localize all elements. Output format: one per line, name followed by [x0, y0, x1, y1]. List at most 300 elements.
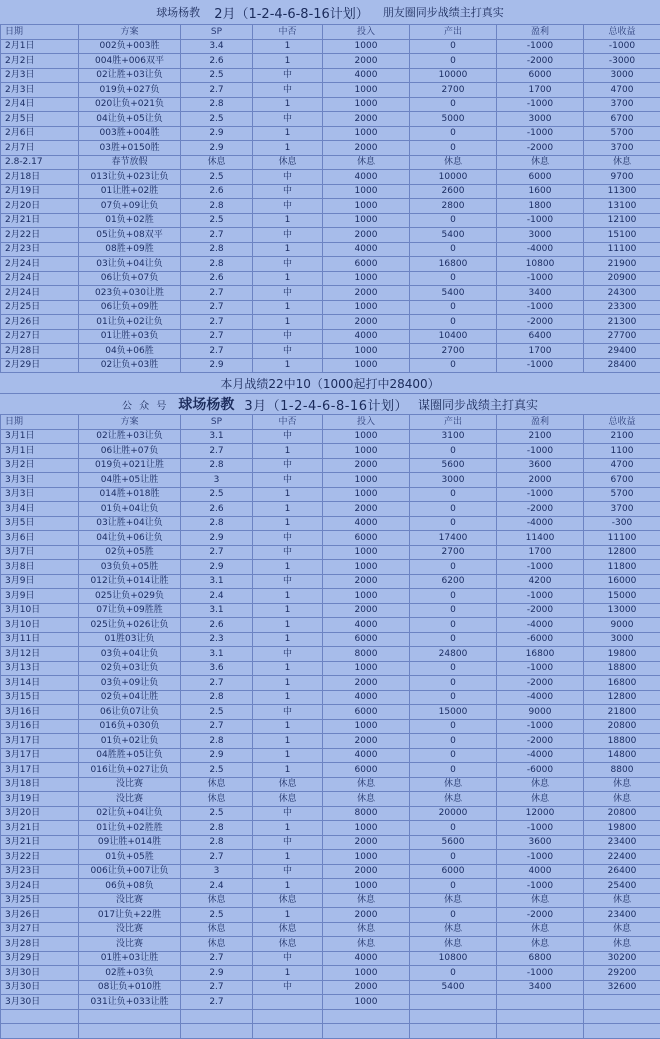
table-cell[interactable]: 1: [253, 879, 323, 894]
table-cell[interactable]: [584, 1024, 660, 1039]
table-cell[interactable]: 12800: [584, 690, 660, 705]
table-cell[interactable]: 2.7: [181, 995, 253, 1010]
table-cell[interactable]: 休息: [181, 937, 253, 952]
table-cell[interactable]: 08胜+09胜: [79, 242, 181, 257]
table-cell[interactable]: 1000: [323, 97, 410, 112]
table-cell[interactable]: 2.5: [181, 487, 253, 502]
table-cell[interactable]: 2000: [323, 502, 410, 517]
table-cell[interactable]: 3月1日: [1, 429, 79, 444]
table-cell[interactable]: 1: [253, 719, 323, 734]
table-cell[interactable]: 1000: [323, 213, 410, 228]
table-cell[interactable]: 9700: [584, 170, 660, 185]
table-cell[interactable]: 休息: [410, 922, 497, 937]
table-cell[interactable]: 2.8: [181, 458, 253, 473]
table-cell[interactable]: 2000: [323, 676, 410, 691]
table-cell[interactable]: -2000: [497, 502, 584, 517]
table-cell[interactable]: 23400: [584, 835, 660, 850]
table-cell[interactable]: 014胜+018胜: [79, 487, 181, 502]
table-cell[interactable]: 2.5: [181, 213, 253, 228]
table-cell[interactable]: 1000: [323, 487, 410, 502]
table-cell[interactable]: 1000: [323, 83, 410, 98]
table-cell[interactable]: 休息: [323, 922, 410, 937]
table-cell[interactable]: 4200: [497, 574, 584, 589]
table-cell[interactable]: 16800: [497, 647, 584, 662]
table-cell[interactable]: 0: [410, 126, 497, 141]
table-cell[interactable]: 1: [253, 126, 323, 141]
table-cell[interactable]: 2.5: [181, 806, 253, 821]
table-cell[interactable]: 中: [253, 257, 323, 272]
table-cell[interactable]: 01负+02胜: [79, 213, 181, 228]
table-cell[interactable]: 3700: [584, 141, 660, 156]
table-cell[interactable]: 2000: [323, 835, 410, 850]
table-cell[interactable]: [1, 1009, 79, 1024]
table-cell[interactable]: -2000: [497, 734, 584, 749]
table-cell[interactable]: 休息: [323, 777, 410, 792]
table-cell[interactable]: 01让负+02胜胜: [79, 821, 181, 836]
table-cell[interactable]: 4700: [584, 83, 660, 98]
table-cell[interactable]: 中: [253, 531, 323, 546]
table-cell[interactable]: 13100: [584, 199, 660, 214]
table-cell[interactable]: 2.8: [181, 257, 253, 272]
table-cell[interactable]: 1700: [497, 545, 584, 560]
table-cell[interactable]: 5600: [410, 458, 497, 473]
table-cell[interactable]: 3700: [584, 502, 660, 517]
table-cell[interactable]: 1000: [323, 39, 410, 54]
table-cell[interactable]: 2.7: [181, 444, 253, 459]
table-cell[interactable]: 2月19日: [1, 184, 79, 199]
table-cell[interactable]: 3400: [497, 980, 584, 995]
table-cell[interactable]: -1000: [497, 358, 584, 373]
table-cell[interactable]: -1000: [497, 300, 584, 315]
table-cell[interactable]: 2.7: [181, 980, 253, 995]
table-cell[interactable]: 32600: [584, 980, 660, 995]
table-cell[interactable]: 11300: [584, 184, 660, 199]
table-cell[interactable]: 2000: [323, 734, 410, 749]
table-cell[interactable]: -1000: [497, 271, 584, 286]
table-cell[interactable]: 3.1: [181, 574, 253, 589]
table-cell[interactable]: 1: [253, 487, 323, 502]
table-cell[interactable]: 2.8: [181, 242, 253, 257]
table-cell[interactable]: 019负+027负: [79, 83, 181, 98]
table-cell[interactable]: 03负+09让负: [79, 676, 181, 691]
table-cell[interactable]: 2.5: [181, 112, 253, 127]
table-cell[interactable]: 1: [253, 734, 323, 749]
table-cell[interactable]: -1000: [497, 487, 584, 502]
table-cell[interactable]: 29400: [584, 344, 660, 359]
table-cell[interactable]: 3月19日: [1, 792, 79, 807]
table-cell[interactable]: 1000: [323, 126, 410, 141]
table-cell[interactable]: -2000: [497, 676, 584, 691]
table-cell[interactable]: 5700: [584, 487, 660, 502]
table-cell[interactable]: 中: [253, 228, 323, 243]
table-cell[interactable]: 26400: [584, 864, 660, 879]
table-cell[interactable]: 中: [253, 951, 323, 966]
table-cell[interactable]: 2.6: [181, 502, 253, 517]
table-cell[interactable]: 2000: [323, 228, 410, 243]
table-cell[interactable]: 6200: [410, 574, 497, 589]
table-cell[interactable]: -2000: [497, 54, 584, 69]
table-cell[interactable]: 3月25日: [1, 893, 79, 908]
table-cell[interactable]: 1100: [584, 444, 660, 459]
table-cell[interactable]: 休息: [497, 937, 584, 952]
table-cell[interactable]: 3月5日: [1, 516, 79, 531]
table-cell[interactable]: -1000: [497, 850, 584, 865]
table-cell[interactable]: 2月24日: [1, 286, 79, 301]
table-cell[interactable]: 2100: [497, 429, 584, 444]
table-cell[interactable]: 4000: [323, 329, 410, 344]
table-cell[interactable]: 20900: [584, 271, 660, 286]
table-cell[interactable]: 1: [253, 603, 323, 618]
table-cell[interactable]: 3月27日: [1, 922, 79, 937]
table-cell[interactable]: -1000: [497, 879, 584, 894]
table-cell[interactable]: 0: [410, 850, 497, 865]
table-cell[interactable]: 3月30日: [1, 966, 79, 981]
table-cell[interactable]: -1000: [497, 560, 584, 575]
table-cell[interactable]: 01让胜+02胜: [79, 184, 181, 199]
table-cell[interactable]: 3000: [497, 112, 584, 127]
table-cell[interactable]: 9000: [584, 618, 660, 633]
table-cell[interactable]: 1800: [497, 199, 584, 214]
table-cell[interactable]: 1000: [323, 184, 410, 199]
table-cell[interactable]: 3月29日: [1, 951, 79, 966]
table-cell[interactable]: 2.9: [181, 358, 253, 373]
table-cell[interactable]: 2000: [323, 603, 410, 618]
table-cell[interactable]: 2月24日: [1, 257, 79, 272]
table-cell[interactable]: -1000: [497, 821, 584, 836]
table-cell[interactable]: 1000: [323, 199, 410, 214]
table-cell[interactable]: 2.6: [181, 184, 253, 199]
table-cell[interactable]: 14800: [584, 748, 660, 763]
table-cell[interactable]: 01胜03让负: [79, 632, 181, 647]
table-cell[interactable]: 0: [410, 879, 497, 894]
table-cell[interactable]: 2.3: [181, 632, 253, 647]
table-cell[interactable]: 3月14日: [1, 676, 79, 691]
table-cell[interactable]: 1000: [323, 589, 410, 604]
table-cell[interactable]: 2.5: [181, 705, 253, 720]
table-cell[interactable]: 02负+05胜: [79, 545, 181, 560]
table-cell[interactable]: 03胜+0150胜: [79, 141, 181, 156]
table-cell[interactable]: 16800: [410, 257, 497, 272]
table-cell[interactable]: 3月11日: [1, 632, 79, 647]
table-cell[interactable]: -4000: [497, 242, 584, 257]
table-cell[interactable]: 0: [410, 690, 497, 705]
table-cell[interactable]: 休息: [410, 792, 497, 807]
table-cell[interactable]: -3000: [584, 54, 660, 69]
table-cell[interactable]: 2.7: [181, 676, 253, 691]
table-cell[interactable]: 3月21日: [1, 821, 79, 836]
table-cell[interactable]: 2.9: [181, 141, 253, 156]
table-cell[interactable]: 2.8: [181, 734, 253, 749]
table-cell[interactable]: 08让负+010胜: [79, 980, 181, 995]
table-cell[interactable]: 06让负+07负: [79, 271, 181, 286]
table-cell[interactable]: 2月29日: [1, 358, 79, 373]
table-cell[interactable]: 6700: [584, 112, 660, 127]
table-cell[interactable]: 没比赛: [79, 777, 181, 792]
table-cell[interactable]: 04让负+06让负: [79, 531, 181, 546]
table-cell[interactable]: 休息: [253, 155, 323, 170]
table-cell[interactable]: 2月23日: [1, 242, 79, 257]
table-cell[interactable]: 16800: [584, 676, 660, 691]
table-cell[interactable]: 2000: [323, 315, 410, 330]
table-cell[interactable]: 2.7: [181, 951, 253, 966]
table-cell[interactable]: 3月7日: [1, 545, 79, 560]
table-cell[interactable]: 2.7: [181, 545, 253, 560]
table-cell[interactable]: -1000: [497, 444, 584, 459]
table-cell[interactable]: 006让负+007让负: [79, 864, 181, 879]
table-cell[interactable]: [79, 1024, 181, 1039]
table-cell[interactable]: 2000: [323, 864, 410, 879]
table-cell[interactable]: 4000: [323, 951, 410, 966]
table-cell[interactable]: 3月10日: [1, 603, 79, 618]
table-cell[interactable]: 2.5: [181, 763, 253, 778]
table-cell[interactable]: 2.9: [181, 966, 253, 981]
table-cell[interactable]: 1: [253, 444, 323, 459]
table-cell[interactable]: 30200: [584, 951, 660, 966]
table-cell[interactable]: 没比赛: [79, 937, 181, 952]
table-cell[interactable]: [253, 1024, 323, 1039]
table-cell[interactable]: 0: [410, 444, 497, 459]
table-cell[interactable]: 1000: [323, 560, 410, 575]
table-cell[interactable]: [79, 1009, 181, 1024]
table-cell[interactable]: 6000: [323, 632, 410, 647]
table-cell[interactable]: [584, 1009, 660, 1024]
table-cell[interactable]: 20000: [410, 806, 497, 821]
table-cell[interactable]: 0: [410, 734, 497, 749]
table-cell[interactable]: 04胜+05让胜: [79, 473, 181, 488]
table-cell[interactable]: 2.5: [181, 908, 253, 923]
table-cell[interactable]: 3000: [584, 632, 660, 647]
table-cell[interactable]: 2月27日: [1, 329, 79, 344]
table-cell[interactable]: 023负+030让胜: [79, 286, 181, 301]
table-cell[interactable]: 3月8日: [1, 560, 79, 575]
table-cell[interactable]: 1000: [323, 879, 410, 894]
table-cell[interactable]: 0: [410, 516, 497, 531]
table-cell[interactable]: 03让负+04让负: [79, 257, 181, 272]
table-cell[interactable]: 2.7: [181, 329, 253, 344]
table-cell[interactable]: 2.4: [181, 589, 253, 604]
table-cell[interactable]: 4000: [323, 748, 410, 763]
table-cell[interactable]: 1000: [323, 271, 410, 286]
table-cell[interactable]: 0: [410, 213, 497, 228]
table-cell[interactable]: 020让负+021负: [79, 97, 181, 112]
table-cell[interactable]: 3月18日: [1, 777, 79, 792]
table-cell[interactable]: 3月10日: [1, 618, 79, 633]
table-cell[interactable]: 04让负+05让负: [79, 112, 181, 127]
table-cell[interactable]: 0: [410, 358, 497, 373]
table-cell[interactable]: 1000: [323, 300, 410, 315]
table-cell[interactable]: 1: [253, 589, 323, 604]
table-cell[interactable]: 中: [253, 344, 323, 359]
table-cell[interactable]: 3月20日: [1, 806, 79, 821]
table-cell[interactable]: 3700: [584, 97, 660, 112]
table-cell[interactable]: 16000: [584, 574, 660, 589]
table-cell[interactable]: 031让负+033让胜: [79, 995, 181, 1010]
table-cell[interactable]: 1: [253, 358, 323, 373]
table-cell[interactable]: 3000: [410, 473, 497, 488]
table-cell[interactable]: 2月3日: [1, 68, 79, 83]
table-cell[interactable]: 1: [253, 54, 323, 69]
table-cell[interactable]: 1000: [323, 444, 410, 459]
table-cell[interactable]: 休息: [584, 893, 660, 908]
table-cell[interactable]: 0: [410, 748, 497, 763]
table-cell[interactable]: 1: [253, 908, 323, 923]
table-cell[interactable]: 27700: [584, 329, 660, 344]
table-cell[interactable]: 休息: [253, 937, 323, 952]
table-cell[interactable]: 0: [410, 719, 497, 734]
table-cell[interactable]: 6000: [323, 705, 410, 720]
table-cell[interactable]: 10800: [410, 951, 497, 966]
table-cell[interactable]: 0: [410, 300, 497, 315]
table-cell[interactable]: 3月15日: [1, 690, 79, 705]
table-cell[interactable]: 10000: [410, 68, 497, 83]
table-cell[interactable]: 05让负+08双平: [79, 228, 181, 243]
table-cell[interactable]: 3: [181, 864, 253, 879]
table-cell[interactable]: 11100: [584, 242, 660, 257]
table-cell[interactable]: 中: [253, 286, 323, 301]
table-cell[interactable]: 12000: [497, 806, 584, 821]
table-cell[interactable]: 2月21日: [1, 213, 79, 228]
table-cell[interactable]: 2.9: [181, 531, 253, 546]
table-cell[interactable]: 5000: [410, 112, 497, 127]
table-cell[interactable]: [323, 1009, 410, 1024]
table-cell[interactable]: 1: [253, 242, 323, 257]
table-cell[interactable]: 6400: [497, 329, 584, 344]
table-cell[interactable]: 0: [410, 502, 497, 517]
table-cell[interactable]: 2.6: [181, 618, 253, 633]
table-cell[interactable]: 1: [253, 763, 323, 778]
table-cell[interactable]: 3月17日: [1, 748, 79, 763]
table-cell[interactable]: -300: [584, 516, 660, 531]
table-cell[interactable]: 1: [253, 676, 323, 691]
table-cell[interactable]: 004胜+006双平: [79, 54, 181, 69]
table-cell[interactable]: 2.7: [181, 850, 253, 865]
table-cell[interactable]: -6000: [497, 763, 584, 778]
table-cell[interactable]: 01让胜+03负: [79, 329, 181, 344]
table-cell[interactable]: 02让负+04让负: [79, 806, 181, 821]
table-cell[interactable]: 休息: [253, 922, 323, 937]
table-cell[interactable]: 休息: [497, 922, 584, 937]
table-cell[interactable]: 019负+021让胜: [79, 458, 181, 473]
table-cell[interactable]: 1000: [323, 545, 410, 560]
table-cell[interactable]: 休息: [181, 155, 253, 170]
table-cell[interactable]: 0: [410, 97, 497, 112]
table-cell[interactable]: 012让负+014让胜: [79, 574, 181, 589]
table-cell[interactable]: 1000: [323, 850, 410, 865]
table-cell[interactable]: 04负+06胜: [79, 344, 181, 359]
table-cell[interactable]: 中: [253, 170, 323, 185]
table-cell[interactable]: 中: [253, 835, 323, 850]
table-cell[interactable]: 3月6日: [1, 531, 79, 546]
table-cell[interactable]: 中: [253, 864, 323, 879]
table-cell[interactable]: 2月28日: [1, 344, 79, 359]
table-cell[interactable]: 28400: [584, 358, 660, 373]
table-cell[interactable]: 春节放假: [79, 155, 181, 170]
table-cell[interactable]: [497, 1024, 584, 1039]
table-cell[interactable]: 21800: [584, 705, 660, 720]
table-cell[interactable]: 1: [253, 502, 323, 517]
table-cell[interactable]: 0: [410, 141, 497, 156]
table-cell[interactable]: 1: [253, 315, 323, 330]
table-cell[interactable]: -2000: [497, 141, 584, 156]
table-cell[interactable]: 5400: [410, 286, 497, 301]
table-cell[interactable]: 2600: [410, 184, 497, 199]
table-cell[interactable]: 2.8: [181, 97, 253, 112]
table-cell[interactable]: 1: [253, 213, 323, 228]
table-cell[interactable]: 2月18日: [1, 170, 79, 185]
table-cell[interactable]: 1: [253, 850, 323, 865]
table-cell[interactable]: 0: [410, 676, 497, 691]
table-cell[interactable]: 3.6: [181, 661, 253, 676]
table-cell[interactable]: 休息: [497, 777, 584, 792]
table-cell[interactable]: 1: [253, 516, 323, 531]
table-cell[interactable]: 1: [253, 141, 323, 156]
table-cell[interactable]: 休息: [323, 155, 410, 170]
table-cell[interactable]: 2月22日: [1, 228, 79, 243]
table-cell[interactable]: 21900: [584, 257, 660, 272]
table-cell[interactable]: 025让负+029负: [79, 589, 181, 604]
table-cell[interactable]: 3月9日: [1, 589, 79, 604]
table-cell[interactable]: 2月25日: [1, 300, 79, 315]
table-cell[interactable]: 3.1: [181, 429, 253, 444]
table-cell[interactable]: 5400: [410, 228, 497, 243]
table-cell[interactable]: 2.8: [181, 821, 253, 836]
table-cell[interactable]: 1: [253, 821, 323, 836]
table-cell[interactable]: 2.8: [181, 516, 253, 531]
table-cell[interactable]: 8000: [323, 806, 410, 821]
table-cell[interactable]: 4000: [497, 864, 584, 879]
table-cell[interactable]: 3.1: [181, 647, 253, 662]
table-cell[interactable]: 休息: [410, 777, 497, 792]
table-cell[interactable]: 休息: [323, 937, 410, 952]
table-cell[interactable]: 3月30日: [1, 995, 79, 1010]
table-cell[interactable]: 2100: [584, 429, 660, 444]
table-cell[interactable]: 02让胜+03让负: [79, 68, 181, 83]
table-cell[interactable]: 0: [410, 54, 497, 69]
table-cell[interactable]: -1000: [584, 39, 660, 54]
table-cell[interactable]: 10000: [410, 170, 497, 185]
table-cell[interactable]: 0: [410, 589, 497, 604]
table-cell[interactable]: 休息: [323, 792, 410, 807]
table-cell[interactable]: 0: [410, 618, 497, 633]
table-cell[interactable]: 4000: [323, 170, 410, 185]
table-cell[interactable]: 4000: [323, 618, 410, 633]
table-cell[interactable]: 06负+08负: [79, 879, 181, 894]
table-cell[interactable]: 02让负+03胜: [79, 358, 181, 373]
table-cell[interactable]: 中: [253, 980, 323, 995]
table-cell[interactable]: 18800: [584, 734, 660, 749]
table-cell[interactable]: 01负+04让负: [79, 502, 181, 517]
table-cell[interactable]: 1: [253, 300, 323, 315]
table-cell[interactable]: [181, 1024, 253, 1039]
table-cell[interactable]: 0: [410, 821, 497, 836]
table-cell[interactable]: -4000: [497, 618, 584, 633]
table-cell[interactable]: -1000: [497, 213, 584, 228]
table-cell[interactable]: 没比赛: [79, 893, 181, 908]
table-cell[interactable]: 2700: [410, 344, 497, 359]
table-cell[interactable]: -6000: [497, 632, 584, 647]
table-cell[interactable]: 02让胜+03让负: [79, 429, 181, 444]
table-cell[interactable]: 6000: [323, 257, 410, 272]
table-cell[interactable]: 1: [253, 560, 323, 575]
table-cell[interactable]: 002负+003胜: [79, 39, 181, 54]
table-cell[interactable]: 2.7: [181, 315, 253, 330]
table-cell[interactable]: 中: [253, 574, 323, 589]
table-cell[interactable]: 11400: [497, 531, 584, 546]
table-cell[interactable]: 3月30日: [1, 980, 79, 995]
table-cell[interactable]: 1: [253, 618, 323, 633]
table-cell[interactable]: 013让负+023让负: [79, 170, 181, 185]
table-cell[interactable]: 6000: [497, 68, 584, 83]
